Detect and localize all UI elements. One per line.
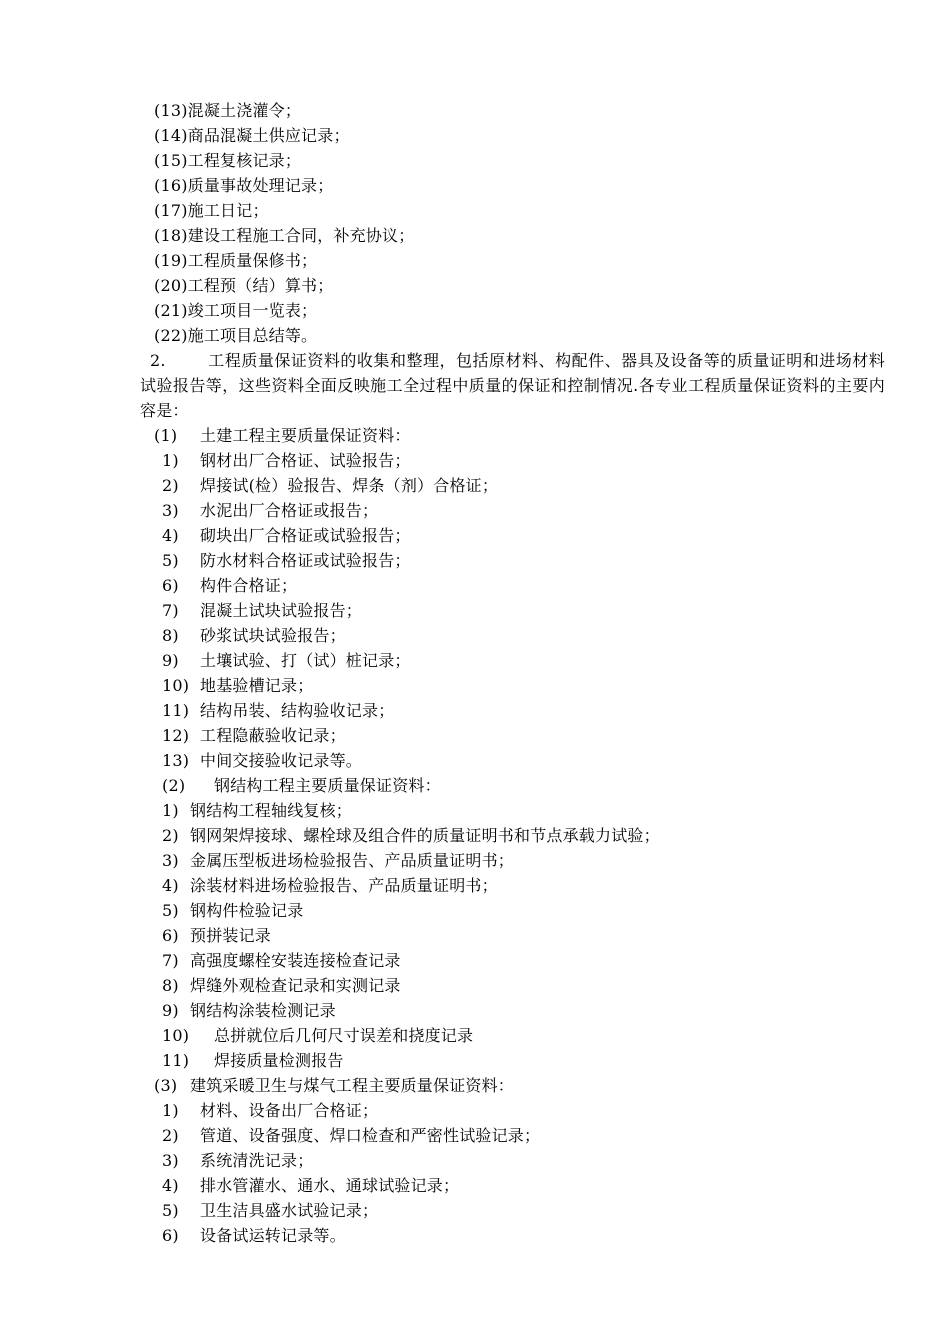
list-item: 5) 防水材料合格证或试验报告；: [162, 551, 411, 570]
list-item: (14)商品混凝土供应记录；: [154, 126, 350, 145]
list-item: 10) 总拼就位后几何尺寸误差和挠度记录: [162, 1026, 474, 1045]
list-item: 10) 地基验槽记录；: [162, 676, 314, 695]
list-item: 2) 钢网架焊接球、螺栓球及组合件的质量证明书和节点承载力试验；: [162, 826, 660, 845]
list-item: (17)施工日记；: [154, 201, 269, 220]
list-item: 6) 构件合格证；: [162, 576, 298, 595]
list-item: 7) 混凝土试块试验报告；: [162, 601, 363, 620]
list-item: 6) 预拼装记录: [162, 926, 272, 945]
list-item: (21)竣工项目一览表；: [154, 301, 318, 320]
list-item: 7) 高强度螺栓安装连接检查记录: [162, 951, 401, 970]
list-item: 12) 工程隐蔽验收记录；: [162, 726, 346, 745]
section-text: 工程质量保证资料的收集和整理，包括原材料、构配件、器具及设备等的质量证明和进场材料试验报告等，这些资料全面反映施工全过程中质量的保证和控制情况.各专业工程质量保证资料的主要内容是：: [140, 351, 885, 420]
section-heading-plumbing: (3) 建筑采暖卫生与煤气工程主要质量保证资料：: [154, 1076, 515, 1095]
list-item: 11) 结构吊装、结构验收记录；: [162, 701, 395, 720]
list-item: 3) 水泥出厂合格证或报告；: [162, 501, 379, 520]
list-item: (16)质量事故处理记录；: [154, 176, 334, 195]
list-item: 13) 中间交接验收记录等。: [162, 751, 363, 770]
list-item: 1) 钢结构工程轴线复核；: [162, 801, 353, 820]
list-item: 11) 焊接质量检测报告: [162, 1051, 344, 1070]
list-item: 8) 焊缝外观检查记录和实测记录: [162, 976, 401, 995]
section-number: 2.: [150, 351, 166, 370]
list-item: 9) 钢结构涂装检测记录: [162, 1001, 336, 1020]
section-heading-steel: (2) 钢结构工程主要质量保证资料：: [162, 776, 441, 795]
list-item: 5) 卫生洁具盛水试验记录；: [162, 1201, 379, 1220]
list-item: 9) 土壤试验、打（试）桩记录；: [162, 651, 411, 670]
list-item: 2) 焊接试(检）验报告、焊条（剂）合格证；: [162, 476, 499, 495]
list-item: 6) 设备试运转记录等。: [162, 1226, 346, 1245]
section-heading-civil: (1) 土建工程主要质量保证资料：: [154, 426, 411, 445]
list-item: 2) 管道、设备强度、焊口检查和严密性试验记录；: [162, 1126, 541, 1145]
section-2-paragraph: [140, 349, 885, 423]
list-item: 8) 砂浆试块试验报告；: [162, 626, 346, 645]
list-item: 3) 金属压型板进场检验报告、产品质量证明书；: [162, 851, 515, 870]
list-item: (19)工程质量保修书；: [154, 251, 318, 270]
list-item: (20)工程预（结）算书；: [154, 276, 334, 295]
list-item: (22)施工项目总结等。: [154, 326, 318, 345]
list-item: 5) 钢构件检验记录: [162, 901, 304, 920]
list-item: 4) 排水管灌水、通水、通球试验记录；: [162, 1176, 460, 1195]
list-item: (15)工程复核记录；: [154, 151, 302, 170]
list-item: 1) 钢材出厂合格证、试验报告；: [162, 451, 411, 470]
list-item: (13)混凝土浇灌令；: [154, 101, 302, 120]
list-item: 4) 涂装材料进场检验报告、产品质量证明书；: [162, 876, 498, 895]
list-item: 3) 系统清洗记录；: [162, 1151, 314, 1170]
list-item: 4) 砌块出厂合格证或试验报告；: [162, 526, 411, 545]
list-item: (18)建设工程施工合同，补充协议；: [154, 226, 415, 245]
list-item: 1) 材料、设备出厂合格证；: [162, 1101, 379, 1120]
